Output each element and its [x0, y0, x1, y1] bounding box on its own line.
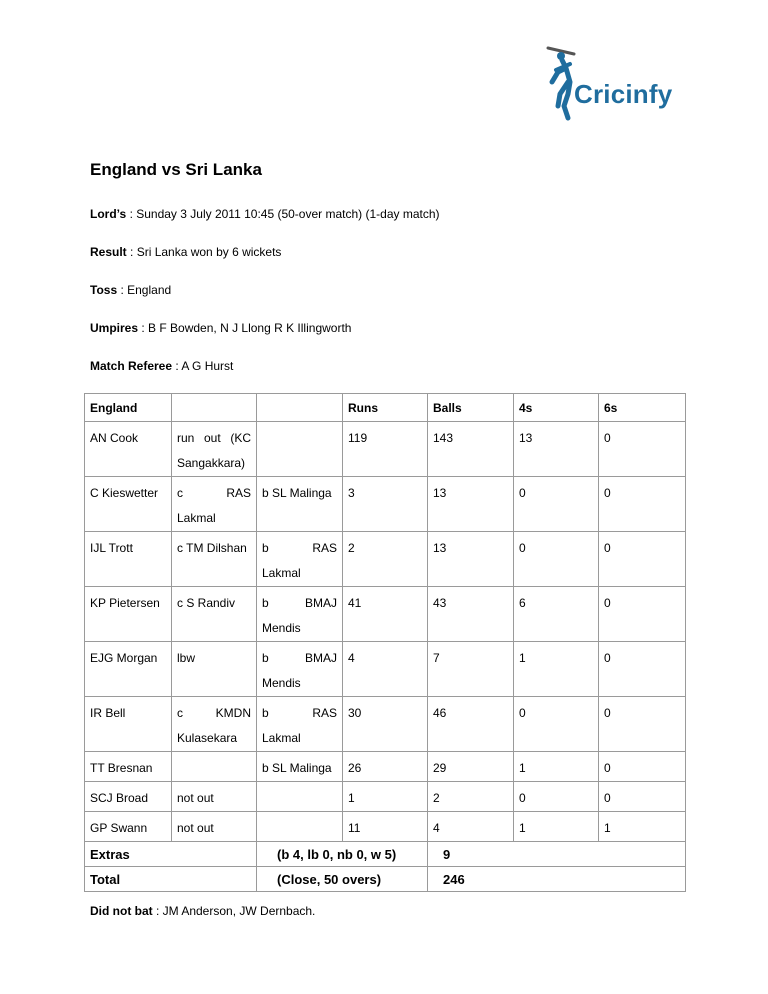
bowler-cell — [257, 697, 343, 752]
batter-name: TT Bresnan — [85, 752, 172, 782]
sixes-cell: 0 — [599, 697, 686, 752]
fours-cell: 0 — [514, 532, 599, 587]
runs-cell: 30 — [343, 697, 428, 752]
header-row — [85, 394, 686, 422]
extras-row — [85, 842, 686, 867]
team-header: England — [85, 394, 172, 422]
runs-cell: 1 — [343, 782, 428, 812]
dismissal-line: c TM Dilshan — [177, 541, 247, 555]
runs-cell: 3 — [343, 477, 428, 532]
venue-line — [90, 207, 440, 221]
balls-cell: 143 — [428, 422, 514, 477]
bowler-cell — [257, 752, 343, 782]
balls-cell: 7 — [428, 642, 514, 697]
sixes-cell: 0 — [599, 422, 686, 477]
extras-value: 9 — [428, 842, 686, 867]
bowler-line-2: Mendis — [262, 621, 301, 635]
dismissal-cell — [172, 642, 257, 697]
result-line — [90, 245, 281, 259]
referee-label: Match Referee — [90, 359, 173, 373]
table-row — [85, 812, 686, 842]
fours-cell: 1 — [514, 642, 599, 697]
toss-label: Toss — [90, 283, 118, 297]
batter-name: IR Bell — [85, 697, 172, 752]
total-detail: (Close, 50 overs) — [257, 867, 428, 892]
bowler-line-2: Lakmal — [262, 566, 301, 580]
runs-cell: 11 — [343, 812, 428, 842]
dismissal-line-2: Sangakkara) — [177, 456, 246, 470]
referee-line — [90, 359, 233, 373]
table-row — [85, 642, 686, 697]
dismissal-cell — [172, 587, 257, 642]
umpires-line — [90, 321, 351, 335]
page-title: England vs Sri Lanka — [90, 160, 262, 179]
sixes-cell: 0 — [599, 752, 686, 782]
dismissal-line: c S Randiv — [177, 596, 236, 610]
sixes-cell: 0 — [599, 782, 686, 812]
toss-line — [90, 283, 171, 297]
batter-name: KP Pietersen — [85, 587, 172, 642]
dismissal-cell — [172, 812, 257, 842]
dismissal-cell — [172, 532, 257, 587]
dismissal-line: lbw — [177, 651, 196, 665]
table-row — [85, 532, 686, 587]
table-row — [85, 422, 686, 477]
table-row — [85, 782, 686, 812]
bowler-line: b RAS — [262, 541, 337, 555]
fours-cell: 6 — [514, 587, 599, 642]
balls-header: Balls — [428, 394, 514, 422]
batter-name: C Kieswetter — [85, 477, 172, 532]
runs-cell: 119 — [343, 422, 428, 477]
bowler-line: b SL Malinga — [262, 761, 332, 775]
runs-cell: 2 — [343, 532, 428, 587]
table-row — [85, 477, 686, 532]
runs-cell: 41 — [343, 587, 428, 642]
bowler-line-2: Lakmal — [262, 731, 301, 745]
table-row — [85, 752, 686, 782]
sixes-cell: 1 — [599, 812, 686, 842]
dismissal-line: run out (KC — [177, 431, 251, 445]
sixes-cell: 0 — [599, 642, 686, 697]
sixes-cell: 0 — [599, 587, 686, 642]
balls-cell: 4 — [428, 812, 514, 842]
runs-cell: 26 — [343, 752, 428, 782]
dismissal-line-2: Kulasekara — [177, 731, 238, 745]
venue-label: Lord’s — [90, 207, 127, 221]
result-value: : Sri Lanka won by 6 wickets — [126, 245, 282, 259]
fours-header: 4s — [514, 394, 599, 422]
runs-header: Runs — [343, 394, 428, 422]
bowler-cell — [257, 812, 343, 842]
cricinfy-logo — [544, 42, 678, 122]
bowler-line: b SL Malinga — [262, 486, 332, 500]
balls-cell: 13 — [428, 477, 514, 532]
did-not-bat-value: : JM Anderson, JW Dernbach. — [152, 904, 316, 918]
runs-cell: 4 — [343, 642, 428, 697]
batter-name: SCJ Broad — [85, 782, 172, 812]
bowler-line: b BMAJ — [262, 596, 337, 610]
balls-cell: 46 — [428, 697, 514, 752]
dismissal-cell — [172, 782, 257, 812]
table-row — [85, 697, 686, 752]
batter-name: GP Swann — [85, 812, 172, 842]
bowler-cell — [257, 532, 343, 587]
batting-scorecard — [84, 393, 686, 892]
fours-cell: 0 — [514, 477, 599, 532]
balls-cell: 2 — [428, 782, 514, 812]
extras-detail: (b 4, lb 0, nb 0, w 5) — [257, 842, 428, 867]
did-not-bat-label: Did not bat — [90, 904, 153, 918]
total-label: Total — [85, 867, 257, 892]
fours-cell: 13 — [514, 422, 599, 477]
referee-value: : A G Hurst — [172, 359, 234, 373]
dismissal-cell — [172, 752, 257, 782]
dismissal-line: c KMDN — [177, 706, 251, 720]
extras-label: Extras — [85, 842, 257, 867]
dismissal-cell — [172, 422, 257, 477]
bowler-cell — [257, 587, 343, 642]
dismissal-line: not out — [177, 791, 214, 805]
bowler-cell — [257, 477, 343, 532]
dismissal-line-2: Lakmal — [177, 511, 216, 525]
bowler-cell — [257, 782, 343, 812]
balls-cell: 29 — [428, 752, 514, 782]
logo-text: Cricinfy — [574, 79, 673, 109]
sixes-header: 6s — [599, 394, 686, 422]
sixes-cell: 0 — [599, 532, 686, 587]
dismissal-line: c RAS — [177, 486, 251, 500]
fours-cell: 0 — [514, 782, 599, 812]
table-row — [85, 587, 686, 642]
bowler-line: b BMAJ — [262, 651, 337, 665]
fours-cell: 1 — [514, 752, 599, 782]
total-row — [85, 867, 686, 892]
batter-name: EJG Morgan — [85, 642, 172, 697]
batter-name: IJL Trott — [85, 532, 172, 587]
did-not-bat-line — [90, 904, 315, 918]
dismissal-line: not out — [177, 821, 214, 835]
batter-name: AN Cook — [85, 422, 172, 477]
bowler-line: b RAS — [262, 706, 337, 720]
umpires-label: Umpires — [90, 321, 139, 335]
total-value: 246 — [428, 867, 686, 892]
toss-value: : England — [117, 283, 172, 297]
dismissal-cell — [172, 697, 257, 752]
balls-cell: 43 — [428, 587, 514, 642]
umpires-value: : B F Bowden, N J Llong R K Illingworth — [138, 321, 352, 335]
bowler-line-2: Mendis — [262, 676, 301, 690]
fours-cell: 0 — [514, 697, 599, 752]
sixes-cell: 0 — [599, 477, 686, 532]
result-label: Result — [90, 245, 127, 259]
fours-cell: 1 — [514, 812, 599, 842]
balls-cell: 13 — [428, 532, 514, 587]
dismissal-cell — [172, 477, 257, 532]
bowler-cell — [257, 642, 343, 697]
venue-value: : Sunday 3 July 2011 10:45 (50-over match) (1-day match) — [126, 207, 440, 221]
bowler-cell — [257, 422, 343, 477]
